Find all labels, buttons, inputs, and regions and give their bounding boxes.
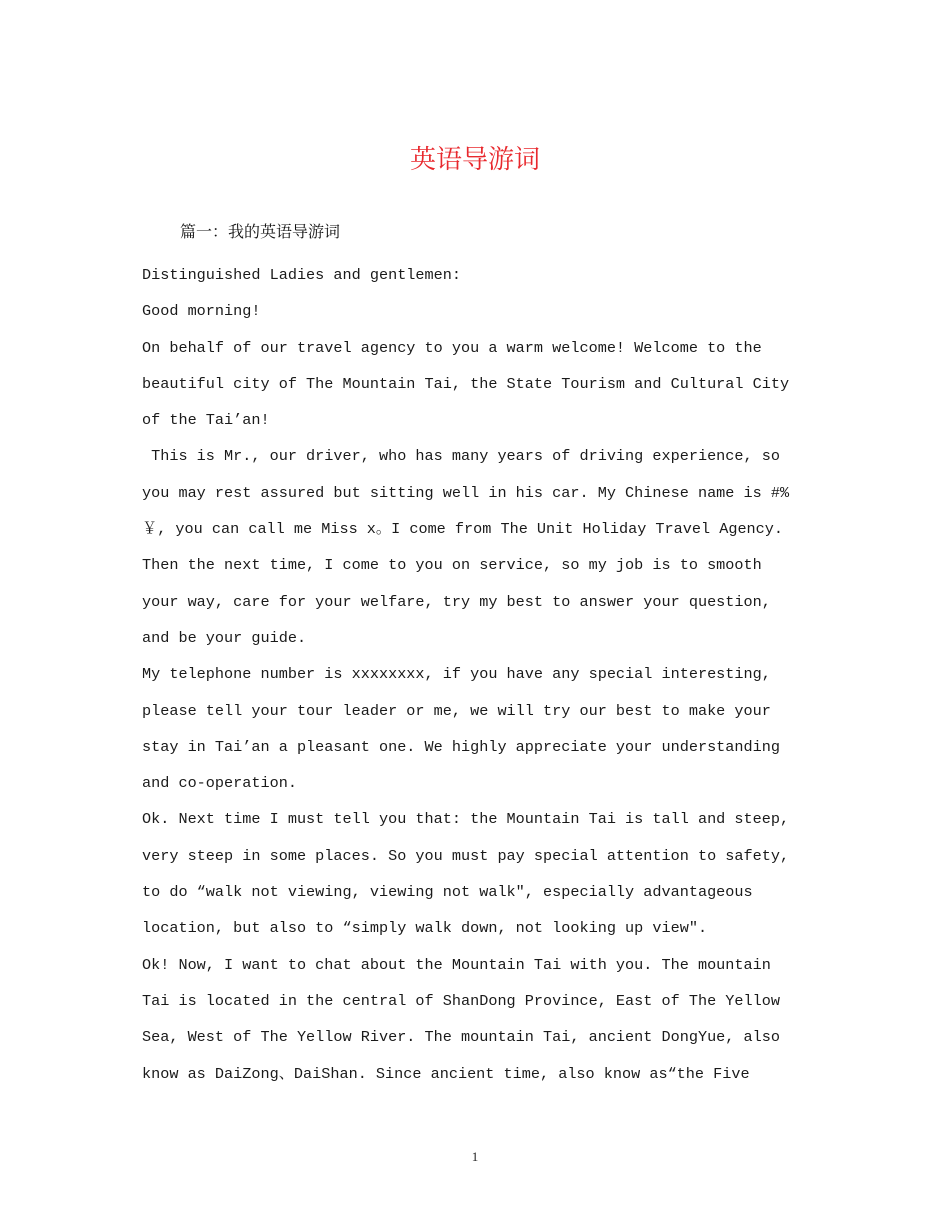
text-line: beautiful city of The Mountain Tai, the State Tourism and Cultural City xyxy=(142,374,790,393)
page-number: 1 xyxy=(471,1149,479,1164)
text-line: please tell your tour leader or me, we will try our best to make your xyxy=(142,701,771,720)
document-title: 英语导游词 xyxy=(409,145,540,175)
text-line: ￥, you can call me Miss x。I come from The Unit Holiday Travel Agency. xyxy=(142,520,784,539)
text-line: My telephone number is xxxxxxxx, if you have any special interesting, xyxy=(142,665,771,684)
text-line: Sea, West of The Yellow River. The mountain Tai, ancient DongYue, also xyxy=(142,1028,780,1047)
text-line: Good morning! xyxy=(142,302,261,321)
text-line: know as DaiZong、DaiShan. Since ancient time, also know as“the Five xyxy=(142,1064,750,1083)
text-line: very steep in some places. So you must pay special attention to safety, xyxy=(142,846,790,865)
text-line: your way, care for your welfare, try my best to answer your question, xyxy=(142,592,771,611)
text-line: On behalf of our travel agency to you a warm welcome! Welcome to the xyxy=(142,338,762,357)
text-line: Then the next time, I come to you on service, so my job is to smooth xyxy=(142,556,762,575)
section-heading: 篇一：我的英语导游词 xyxy=(180,222,341,241)
text-line: and be your guide. xyxy=(142,628,307,647)
text-line: This is Mr., our driver, who has many years of driving experience, so xyxy=(142,447,780,466)
text-line: stay in Tai’an a pleasant one. We highly appreciate your understanding xyxy=(142,737,780,756)
text-line: Ok. Next time I must tell you that: the Mountain Tai is tall and steep, xyxy=(142,810,790,829)
text-line: Distinguished Ladies and gentlemen: xyxy=(142,266,461,284)
text-line: location, but also to “simply walk down, not looking up view″. xyxy=(142,919,708,938)
text-line: Ok! Now, I want to chat about the Mountain Tai with you. The mountain xyxy=(142,955,771,974)
text-line: and co-operation. xyxy=(142,774,297,793)
text-line: you may rest assured but sitting well in his car. My Chinese name is #% xyxy=(142,483,790,502)
text-line: Tai is located in the central of ShanDong Province, East of The Yellow xyxy=(142,991,780,1010)
body-text xyxy=(142,257,822,1092)
text-line: of the Tai’an! xyxy=(142,411,270,430)
text-line: to do “walk not viewing, viewing not walk″, especially advantageous xyxy=(142,883,753,902)
